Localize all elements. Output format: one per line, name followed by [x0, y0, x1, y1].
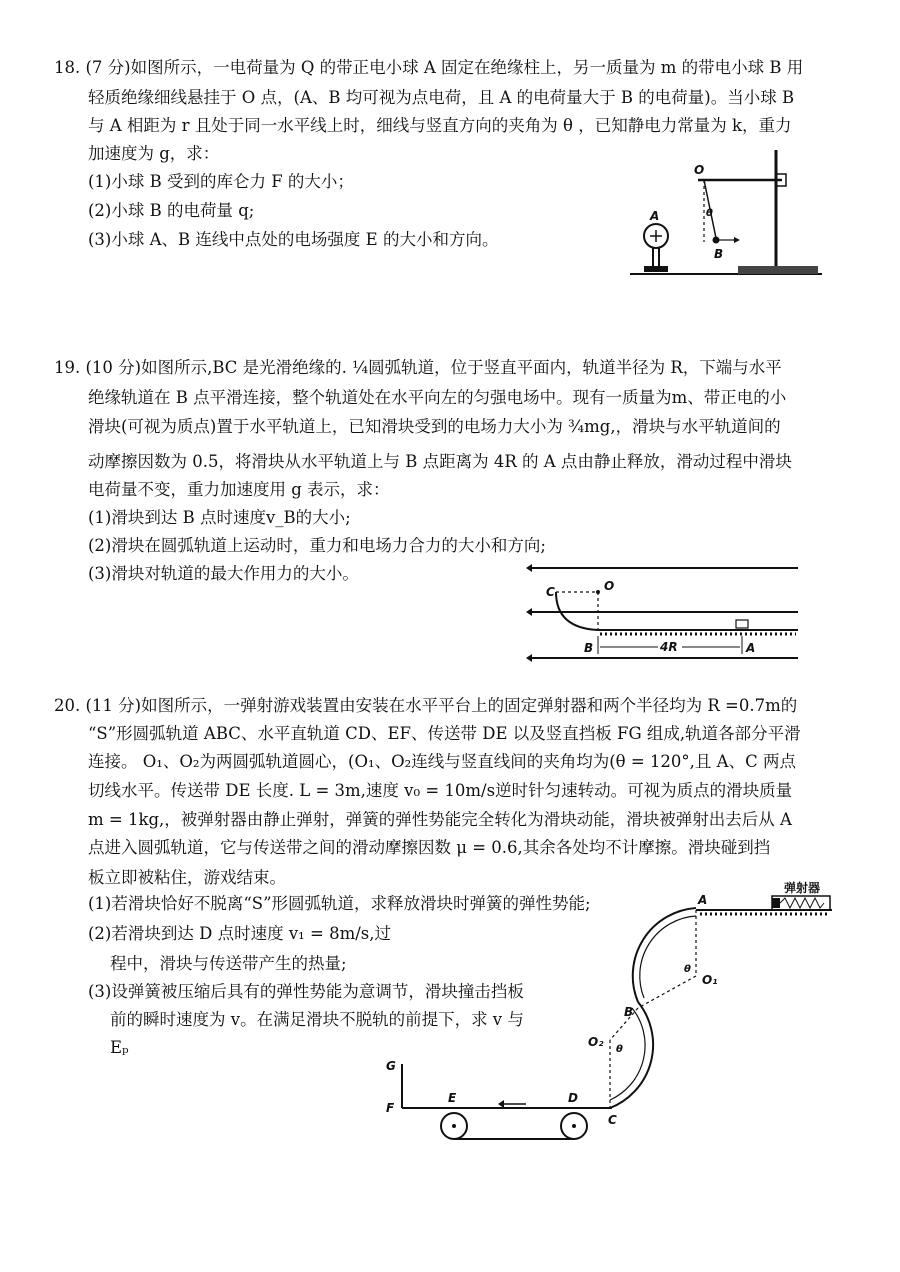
q20-label-theta1: θ: [684, 964, 691, 975]
q18-line-1: 18. (7 分)如图所示，一电荷量为 Q 的带正电小球 A 固定在绝缘柱上，另一质量为 m 的带电小球 B 用: [54, 58, 804, 77]
q19-line-2: 绝缘轨道在 B 点平滑连接，整个轨道处在水平向左的匀强电场中。现有一质量为m、带正电的小: [88, 388, 787, 407]
q20-line-6: 点进入圆弧轨道，它与传送带之间的滑动摩擦因数 μ = 0.6,其余各处均不计摩擦。滑块碰到挡: [88, 838, 771, 857]
q20-line-2: “S”形圆弧轨道 ABC、水平直轨道 CD、EF、传送带 DE 以及竖直挡板 FG 组成,轨道各部分平滑: [88, 724, 801, 743]
q20-figure: [380, 880, 840, 1150]
q19-label-b: B: [584, 641, 594, 655]
q19-line-3: 滑块(可视为质点)置于水平轨道上，已知滑块受到的电场力大小为 ¾mg,，滑块与水平轨道间的: [88, 417, 781, 436]
q18-line-2: 轻质绝缘细线悬挂于 O 点，(A、B 均可视为点电荷，且 A 的电荷量大于 B 的电荷量)。当小球 B: [88, 88, 795, 107]
q18-label-o: O: [694, 163, 705, 177]
q19-label-o: O: [604, 579, 615, 593]
q20-label-d: D: [568, 1091, 578, 1105]
q20-label-a: A: [698, 893, 708, 907]
q20-label-e: E: [448, 1091, 457, 1105]
q20-line-9: (2)若滑块到达 D 点时速度 v₁ = 8m/s,过: [88, 924, 392, 943]
q18-line-6: (2)小球 B 的电荷量 q;: [88, 201, 255, 220]
q20-line-11: (3)设弹簧被压缩后具有的弹性势能为意调节，滑块撞击挡板: [88, 982, 524, 1001]
q18-line-5: (1)小球 B 受到的库仑力 F 的大小；: [88, 172, 354, 191]
q20-label-c: C: [608, 1113, 617, 1127]
q20-line-3: 连接。 O₁、O₂为两圆弧轨道圆心，(O₁、O₂连线与竖直线间的夹角均为(θ = 120°,且 A、C 两点: [88, 752, 796, 771]
q18-line-4: 加速度为 g，求：: [88, 144, 220, 163]
q19-line-8: (3)滑块对轨道的最大作用力的大小。: [88, 564, 359, 583]
q20-line-8: (1)若滑块恰好不脱离“S”形圆弧轨道，求释放滑块时弹簧的弹性势能;: [88, 894, 591, 913]
q18-label-a: A: [650, 209, 660, 223]
q20-line-10: 程中，滑块与传送带产生的热量;: [110, 954, 347, 973]
q20-label-g: G: [386, 1059, 396, 1073]
q18-label-b: B: [714, 247, 724, 261]
q19-line-4: 动摩擦因数为 0.5，将滑块从水平轨道上与 B 点距离为 4R 的 A 点由静止释放，滑动过程中滑块: [88, 452, 792, 471]
q20-line-4: 切线水平。传送带 DE 长度. L = 3m,速度 v₀ = 10m/s逆时针匀速转动。可视为质点的滑块质量: [88, 781, 793, 800]
q18-line-3: 与 A 相距为 r 且处于同一水平线上时，细线与竖直方向的夹角为 θ ，已知静电力常量为 k，重力: [88, 116, 792, 135]
q19-line-7: (2)滑块在圆弧轨道上运动时，重力和电场力合力的大小和方向;: [88, 536, 546, 555]
q20-line-13: Eₚ: [110, 1038, 129, 1057]
q18-figure: [626, 144, 826, 284]
q19-line-6: (1)滑块到达 B 点时速度v_B的大小;: [88, 508, 351, 527]
q19-line-1: 19. (10 分)如图所示,BC 是光滑绝缘的. ¼圆弧轨道，位于竖直平面内，轨道半径为 R，下端与水平: [54, 358, 782, 377]
q20-label-theta2: θ: [616, 1044, 623, 1055]
q20-line-1: 20. (11 分)如图所示，一弹射游戏装置由安装在水平平台上的固定弹射器和两个半径均为 R =0.7m的: [54, 696, 798, 715]
q18-line-7: (3)小球 A、B 连线中点处的电场强度 E 的大小和方向。: [88, 230, 499, 249]
q20-label-b: B: [624, 1005, 634, 1019]
q19-label-a: A: [746, 641, 756, 655]
q20-line-5: m = 1kg,，被弹射器由静止弹射，弹簧的弹性势能完全转化为滑块动能，滑块被弹射出去后从 A: [88, 810, 792, 829]
q20-label-o1: O₁: [702, 973, 718, 987]
q20-line-12: 前的瞬时速度为 v。在满足滑块不脱轨的前提下，求 v 与: [110, 1010, 524, 1029]
q20-label-spring: 弹射器: [784, 881, 821, 895]
q19-line-5: 电荷量不变，重力加速度用 g 表示，求：: [88, 480, 390, 499]
q20-line-7: 板立即被粘住，游戏结束。: [88, 868, 286, 887]
q18-label-theta: θ: [706, 208, 713, 219]
q20-label-o2: O₂: [588, 1035, 604, 1049]
q19-figure: [526, 556, 806, 668]
q19-label-4r: 4R: [660, 640, 678, 654]
q19-label-c: C: [546, 585, 555, 599]
q20-label-f: F: [386, 1101, 395, 1115]
